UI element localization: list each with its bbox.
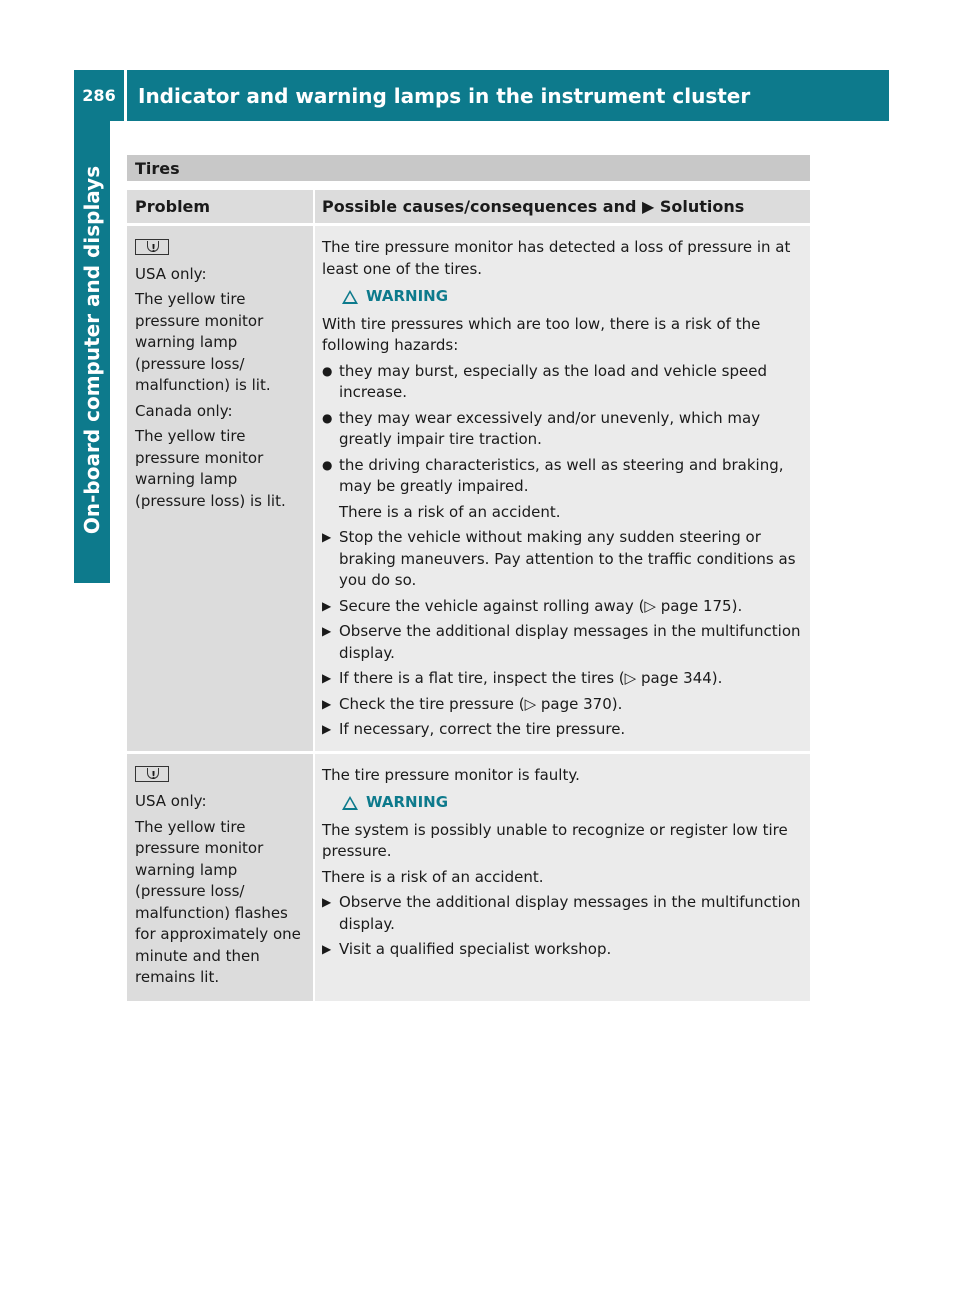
action-arrow-icon: ▶ [322, 671, 332, 685]
column-header-problem: Problem [127, 190, 313, 223]
section-bar [127, 155, 810, 181]
action-arrow-icon: ▶ [322, 624, 332, 638]
warning-label: WARNING [366, 793, 449, 811]
page-number: 286 [74, 70, 127, 121]
table-row [127, 754, 810, 1001]
action-arrow-icon: ▶ [322, 722, 332, 736]
warning-text: The system is possibly unable to recognize or register low tire pressure. [322, 820, 788, 860]
warning-heading [342, 286, 803, 308]
list-item: ▶ If there is a flat tire, inspect the tires (▷ page 344). [322, 668, 803, 690]
action-arrow-icon: ▶ [322, 696, 332, 711]
list-item: ● the driving characteristics, as well as steering and braking, may be greatly impaired. [322, 455, 803, 498]
bullet-icon: ● [322, 457, 333, 472]
column-header-solutions: Possible causes/consequences and ▶ Solutions [315, 190, 810, 223]
warning-text: With tire pressures which are too low, there is a risk of the following hazards: [322, 314, 761, 354]
side-tab-label: On-board computer and displays [80, 165, 104, 535]
warning-triangle-icon [342, 796, 358, 810]
page-header [74, 70, 889, 121]
tires-table [127, 190, 810, 1001]
list-item: ▶ Visit a qualified specialist workshop. [322, 939, 803, 961]
table-row [127, 226, 810, 751]
bullet-icon: ● [322, 410, 333, 425]
table-header-row [127, 190, 810, 223]
problem-text: USA only: [135, 792, 207, 810]
problem-text: The yellow tire pressure monitor warning lamp (pressure loss/ malfunction) is lit. [135, 290, 271, 394]
risk-text: There is a risk of an accident. [322, 867, 544, 886]
bullet-icon: ● [322, 363, 333, 378]
list-item: ● they may wear excessively and/or unevenly, which may greatly impair tire traction. [322, 408, 803, 451]
list-item: ▶ Stop the vehicle without making any sudden steering or braking maneuvers. Pay attention to the traffic conditions as you do so. [322, 527, 803, 592]
list-item: ▶ Observe the additional display messages in the multifunction display. [322, 892, 803, 935]
list-item: ▶ Observe the additional display messages in the multifunction display. [322, 621, 803, 664]
tire-pressure-warning-icon [135, 766, 169, 782]
problem-text: The yellow tire pressure monitor warning lamp (pressure loss) is lit. [135, 427, 286, 510]
warning-label: WARNING [366, 287, 449, 305]
warning-triangle-icon [342, 290, 358, 304]
list-item: ● they may burst, especially as the load and vehicle speed increase. [322, 361, 803, 404]
cause-text: The tire pressure monitor has detected a loss of pressure in at least one of the tires. [322, 238, 791, 278]
risk-text: There is a risk of an accident. [339, 502, 561, 521]
action-arrow-icon: ▶ [322, 530, 332, 544]
tire-pressure-warning-icon [135, 239, 169, 255]
problem-text: The yellow tire pressure monitor warning lamp (pressure loss/ malfunction) flashes for approximately one minute and then remains lit. [135, 817, 301, 986]
chapter-title: Indicator and warning lamps in the instrument cluster [138, 83, 751, 108]
problem-text: USA only: [135, 264, 207, 283]
problem-text: Canada only: [135, 401, 233, 420]
action-arrow-icon: ▶ [322, 942, 332, 956]
cause-text: The tire pressure monitor is faulty. [322, 765, 580, 784]
list-item: ▶ Check the tire pressure (▷ page 370). [322, 694, 803, 716]
action-arrow-icon: ▶ [322, 895, 332, 909]
list-item: ▶ Secure the vehicle against rolling away (▷ page 175). [322, 596, 803, 618]
warning-heading [342, 792, 803, 814]
list-item: ▶ If necessary, correct the tire pressure. [322, 719, 803, 741]
section-title: Tires [135, 158, 180, 178]
action-arrow-icon: ▶ [322, 598, 332, 613]
